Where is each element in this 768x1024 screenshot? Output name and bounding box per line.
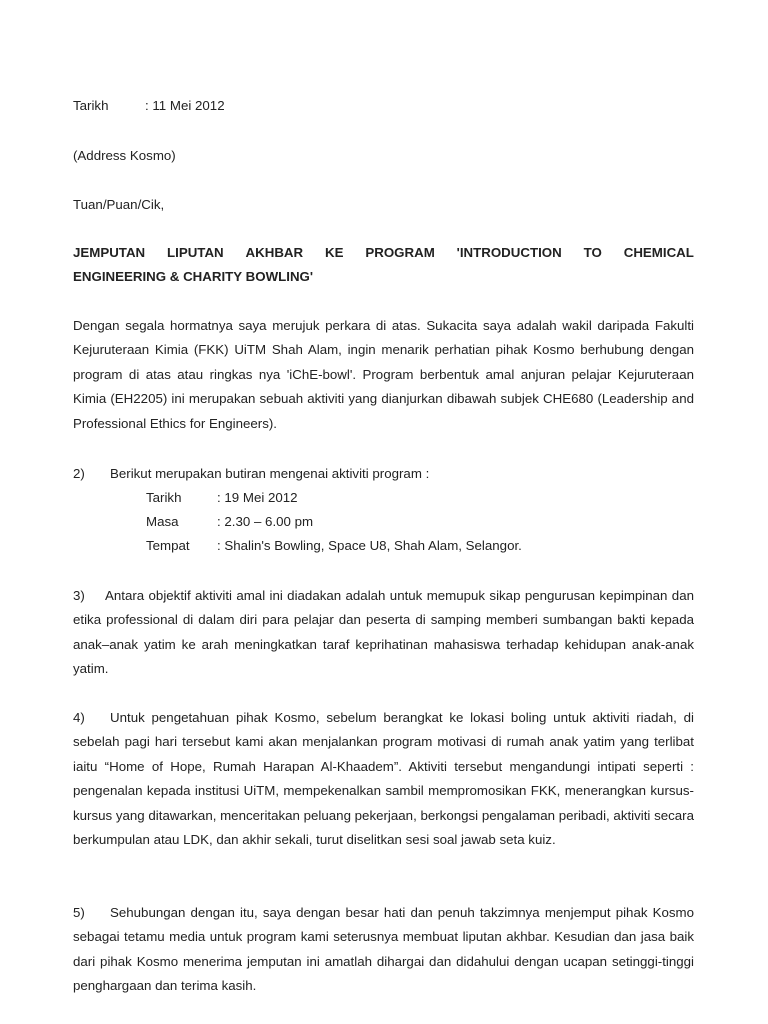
section-4-text: Untuk pengetahuan pihak Kosmo, sebelum berangkat ke lokasi boling untuk aktiviti riadah, di sebelah pagi hari tersebut kami akan menjalankan program motivasi di rumah anak yatim yang terlibat iaitu “Home of Hope, Rumah Harapan Al-Khaadem”. Aktiviti tersebut mengandungi intipati seperti : pengenalan kepada institusi UiTM, mempekenalkan sambil mempromosikan FKK, menerangkan kursus-kursus yang ditawarkan, menceritakan peluang pekerjaan, berkongsi pengalaman peribadi, aktiviti secara berkumpulan atau LDK, dan akhir sekali, turut diselitkan sesi soal jawab seta kuiz. (73, 710, 694, 848)
date-value: : 11 Mei 2012 (145, 98, 225, 113)
heading-word: LIPUTAN (167, 245, 224, 260)
date-label: Tarikh (73, 98, 109, 113)
section-number: 4) (73, 710, 85, 725)
detail-value: : Shalin's Bowling, Space U8, Shah Alam, Selangor. (217, 538, 522, 553)
detail-value: : 2.30 – 6.00 pm (217, 514, 314, 529)
detail-label: Tarikh (146, 490, 182, 505)
heading-word: PROGRAM (365, 245, 435, 260)
heading-word: AKHBAR (245, 245, 304, 260)
section-3-text: Antara objektif aktiviti amal ini diadakan adalah untuk memupuk sikap pengurusan kepimpinan dan etika professional di dalam diri para pelajar dan peserta di samping memberi sumbangan bakti kepada anak–anak yatim ke arah meningkatkan taraf keprihatinan mahasiswa terhadap kehidupan anak-anak yatim. (73, 588, 694, 677)
section-number: 3) (73, 588, 85, 603)
detail-row-time (146, 514, 313, 530)
detail-label: Masa (146, 514, 179, 529)
heading-word: 'INTRODUCTION (456, 245, 562, 260)
detail-row-venue (146, 538, 522, 554)
section-3 (73, 584, 694, 682)
heading-word: CHEMICAL (623, 245, 694, 260)
heading-word: TO (583, 245, 602, 260)
paragraph-intro: Dengan segala hormatnya saya merujuk perkara di atas. Sukacita saya adalah wakil daripada Fakulti Kejuruteraan Kimia (FKK) UiTM Shah Alam, ingin menarik perhatian pihak Kosmo berhubung dengan program di atas atau ringkas nya 'iChE-bowl'. Program berbentuk amal anjuran pelajar Kejuruteraan Kimia (EH2205) ini merupakan sebuah aktiviti yang dianjurkan dibawah subjek CHE680 (Leadership and Professional Ethics for Engineers). (73, 318, 694, 431)
detail-row-date (146, 490, 298, 506)
section-5 (73, 901, 694, 999)
recipient-address: (Address Kosmo) (73, 148, 176, 163)
salutation: Tuan/Puan/Cik, (73, 197, 165, 212)
heading-word: JEMPUTAN (73, 245, 146, 260)
letter-date (73, 98, 225, 114)
heading-line-2: ENGINEERING & CHARITY BOWLING' (73, 269, 314, 285)
heading-word: KE (325, 245, 344, 260)
section-2-intro (73, 466, 429, 482)
letter-heading (73, 241, 694, 290)
section-4 (73, 706, 694, 852)
detail-value: : 19 Mei 2012 (217, 490, 298, 505)
detail-label: Tempat (146, 538, 190, 553)
section-number: 5) (73, 905, 85, 920)
section-2-text: Berikut merupakan butiran mengenai aktiviti program : (110, 466, 430, 481)
section-number: 2) (73, 466, 85, 481)
section-5-text: Sehubungan dengan itu, saya dengan besar hati dan penuh takzimnya menjemput pihak Kosmo sebagai tetamu media untuk program kami seterusnya membuat liputan akhbar. Kesudian dan jasa baik dari pihak Kosmo menerima jemputan ini amatlah dihargai dan didahului dengan ucapan setinggi-tinggi penghargaan dan terima kasih. (73, 905, 694, 994)
heading-line-1 (73, 241, 694, 265)
